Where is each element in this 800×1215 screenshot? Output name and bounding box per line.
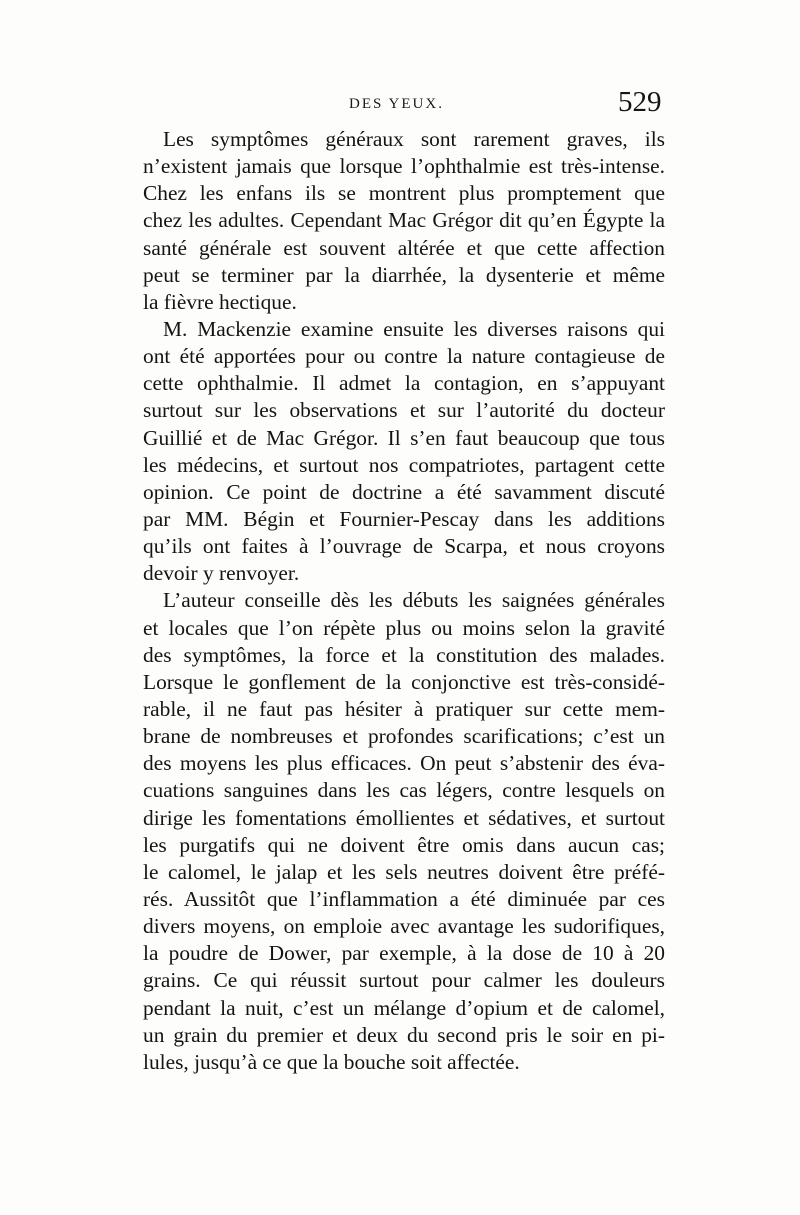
text-line: des symptômes, la force et la constitution des malades. (143, 642, 665, 667)
text-line: grains. Ce qui réussit surtout pour calmer les douleurs (143, 968, 665, 993)
text-line: devoir y renvoyer. (143, 561, 300, 586)
text-line: Lorsque le gonflement de la conjonctive est très-considé- (143, 669, 665, 694)
text-line: divers moyens, on emploie avec avantage les sudorifiques, (143, 914, 665, 939)
text-line: qu’ils ont faites à l’ouvrage de Scarpa, et nous croyons (143, 534, 665, 559)
page-number: 529 (618, 86, 662, 118)
paragraph-1 (143, 126, 665, 316)
text-line: cette ophthalmie. Il admet la contagion, en s’appuyant (143, 371, 665, 396)
text-line: dirige les fomentations émollientes et sédatives, et surtout (143, 805, 665, 830)
text-line: les médecins, et surtout nos compatriotes, partagent cette (143, 452, 665, 477)
text-line: Les symptômes généraux sont rarement graves, ils (163, 127, 665, 151)
text-line: peut se terminer par la diarrhée, la dysenterie et même (143, 262, 665, 287)
text-line: chez les adultes. Cependant Mac Grégor dit qu’en Égypte la (143, 208, 665, 233)
text-line: un grain du premier et deux du second pris le soir en pi- (143, 1022, 665, 1047)
text-line: ont été apportées pour ou contre la nature contagieuse de (143, 344, 665, 369)
text-line: lules, jusqu’à ce que la bouche soit affectée. (143, 1049, 520, 1074)
text-line: Guillié et de Mac Grégor. Il s’en faut beaucoup que tous (143, 425, 665, 450)
text-line: n’existent jamais que lorsque l’ophthalmie est très-intense. (143, 154, 665, 179)
body-text (143, 126, 665, 1076)
text-line: santé générale est souvent altérée et que cette affection (143, 235, 665, 260)
text-line: brane de nombreuses et profondes scarifications; c’est un (143, 724, 665, 749)
paragraph-2 (143, 316, 665, 587)
text-line: L’auteur conseille dès les débuts les saignées générales (163, 588, 665, 613)
text-line: des moyens les plus efficaces. On peut s’abstenir des éva- (143, 751, 665, 776)
running-title: DES YEUX. (349, 96, 444, 112)
text-line: les purgatifs qui ne doivent être omis dans aucun cas; (143, 832, 665, 857)
text-line: la fièvre hectique. (143, 289, 297, 314)
paragraph-3 (143, 587, 665, 1076)
text-line: par MM. Bégin et Fournier-Pescay dans les additions (143, 506, 665, 531)
text-line: rés. Aussitôt que l’inflammation a été diminuée par ces (143, 886, 665, 911)
text-line: surtout sur les observations et sur l’autorité du docteur (143, 398, 665, 423)
text-line: la poudre de Dower, par exemple, à la dose de 10 à 20 (143, 941, 665, 966)
text-line: pendant la nuit, c’est un mélange d’opium et de calomel, (143, 995, 665, 1020)
text-line: opinion. Ce point de doctrine a été savamment discuté (143, 479, 665, 504)
text-line: M. Mackenzie examine ensuite les diverses raisons qui (163, 316, 665, 341)
text-line: rable, il ne faut pas hésiter à pratiquer sur cette mem- (143, 696, 665, 721)
text-line: Chez les enfans ils se montrent plus promptement que (143, 181, 665, 206)
text-line: et locales que l’on répète plus ou moins selon la gravité (143, 615, 665, 640)
text-line: le calomel, le jalap et les sels neutres doivent être préfé- (143, 859, 665, 884)
text-line: cuations sanguines dans les cas légers, contre lesquels on (143, 778, 665, 803)
